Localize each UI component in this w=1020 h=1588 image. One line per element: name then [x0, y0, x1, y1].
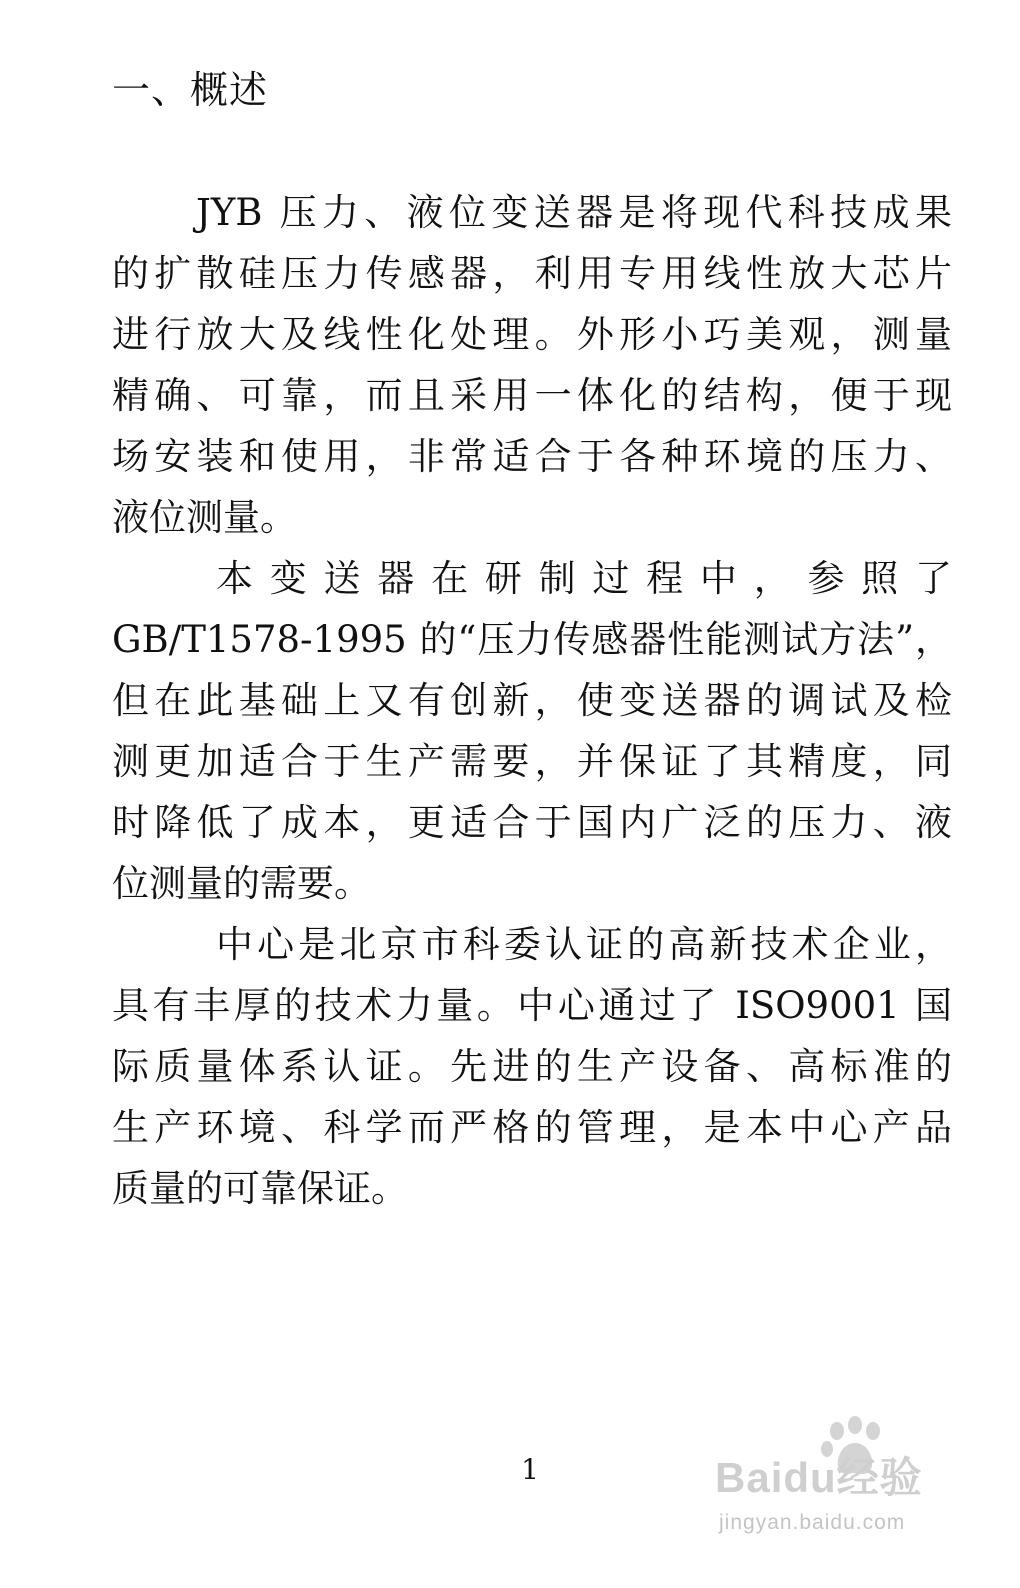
paragraph-2-line: 但在此基础上又有创新，使变送器的调试及检	[112, 679, 952, 722]
document-body	[112, 182, 952, 1219]
paragraph-1-line: JYB 压力、液位变送器是将现代科技成果	[196, 191, 952, 234]
watermark-brand: Baidu经验	[715, 1454, 923, 1501]
paragraph-2-line: 测更加适合于生产需要，并保证了其精度，同	[112, 740, 952, 783]
paragraph-3-line: 生产环境、科学而严格的管理，是本中心产品	[112, 1106, 952, 1149]
watermark-url: jingyan.baidu.com	[719, 1511, 906, 1534]
paragraph-2-line: 本变送器在研制过程中，参照了	[216, 557, 952, 600]
paragraph-3-line: 具有丰厚的技术力量。中心通过了 ISO9001 国	[112, 984, 952, 1027]
paragraph-3-line: 中心是北京市科委认证的高新技术企业，	[216, 923, 952, 966]
paragraph-1-line: 液位测量。	[112, 496, 297, 539]
baidu-jingyan-watermark	[715, 1415, 975, 1565]
paragraph-3-line: 质量的可靠保证。	[112, 1167, 408, 1210]
paragraph-3-line: 际质量体系认证。先进的生产设备、高标准的	[112, 1045, 952, 1088]
section-heading: 一、概述	[112, 68, 269, 112]
paragraph-1-line: 的扩散硅压力传感器，利用专用线性放大芯片	[112, 252, 952, 295]
paragraph-2-line: GB/T1578-1995 的“压力传感器性能测试方法”，	[112, 618, 952, 661]
paragraph-1-line: 进行放大及线性化处理。外形小巧美观，测量	[112, 313, 952, 356]
paragraph-2-line: 时降低了成本，更适合于国内广泛的压力、液	[112, 801, 952, 844]
paragraph-2-line: 位测量的需要。	[112, 862, 371, 905]
paragraph-1-line: 精确、可靠，而且采用一体化的结构，便于现	[112, 374, 952, 417]
page-number: 1	[521, 1453, 539, 1486]
paragraph-1-line: 场安装和使用，非常适合于各种环境的压力、	[112, 435, 952, 478]
